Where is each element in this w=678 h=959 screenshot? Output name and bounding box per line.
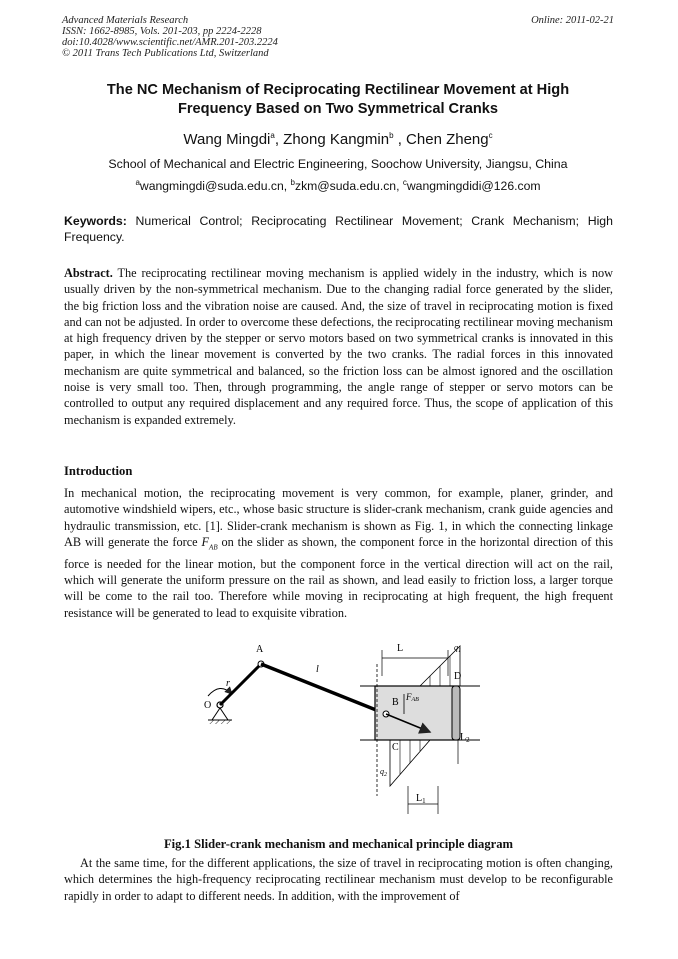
abstract-label: Abstract. <box>64 266 113 280</box>
email-sup: c <box>402 177 407 187</box>
author-sup: b <box>389 131 394 140</box>
journal-name: Advanced Materials Research <box>62 15 189 26</box>
label-l1 <box>416 793 426 805</box>
continuation-paragraph: At the same time, for the different applications, the size of travel in reciprocating motion is often changing, which determines the high-frequency reciprocating rectilinear mechanism must develop to be reconfigurable rapidly in order to adapt to different needs. In addition, with the improvement of <box>64 856 613 903</box>
author-sup: c <box>488 131 493 140</box>
author-name: Chen Zheng <box>406 131 489 148</box>
label-q1 <box>454 643 461 654</box>
pivot-o <box>208 702 232 724</box>
email-link[interactable]: wangmingdi@suda.edu.cn, <box>139 179 288 193</box>
label-a: A <box>256 644 264 655</box>
doi-line: doi:10.4028/www.scientific.net/AMR.201-203.2224 <box>62 37 278 48</box>
slider-crank-figure <box>190 636 500 828</box>
email-link[interactable]: wangmingdidi@126.com <box>406 179 541 193</box>
paper-title <box>62 81 614 119</box>
force-letter: F <box>201 534 210 549</box>
abstract <box>64 265 613 428</box>
author-sup: a <box>270 131 275 140</box>
label-q2-sub: 2 <box>384 772 387 778</box>
email-sup: b <box>290 177 295 187</box>
label-r: r <box>226 678 230 689</box>
affiliation: School of Mechanical and Electric Engineering, Soochow University, Jiangsu, China <box>108 157 568 171</box>
email-link[interactable]: zkm@suda.edu.cn, <box>294 179 400 193</box>
label-o: O <box>204 700 212 711</box>
keywords-text: Numerical Control; Reciprocating Rectilinear Movement; Crank Mechanism; High Frequency. <box>64 214 613 244</box>
label-l: l <box>316 664 319 675</box>
label-fab-sub: AB <box>411 697 419 703</box>
intro-text-part1: In mechanical motion, the reciprocating movement is very common, for example, planer, grinder, and automotive windshield wipers, etc., whose basic structure is slider-crank mechanism, crank guide agencies and hydraulic transmission, etc. [1]. Slider-crank mechanism is shown as Fig. 1, in which the connecting linkage AB will generate the force <box>64 486 613 549</box>
abstract-text: The reciprocating rectilinear moving mechanism is applied widely in the industry, which is now usually driven by the non-symmetrical mechanism. Due to the changing radial force generated by the slider, the big friction loss and the vibration noise are caused. And, the size of travel in reciprocating motion is fixed and can not be adjusted. In order to overcome these defections, the reciprocating rectilinear moving mechanism at high frequency driven by the stepper or servo motors based on two symmetrical cranks is innovated in this paper, in which the linear movement is converted by the two cranks. The radial forces in this innovated mechanism are quite symmetrical and balanced, so the friction loss can be almost ignored and the oscillation noise is very small too. Then, through programming, the angle range of stepper or servo motors can be controlled to output any required displacement and any required force. Thus, the scope of application of this mechanism is expanded extremely. <box>64 266 613 427</box>
label-l2-sub: 2 <box>466 736 470 744</box>
label-b: B <box>392 697 399 708</box>
slider-end <box>452 686 460 740</box>
label-d: D <box>454 671 462 682</box>
intro-text-part2: on the slider as shown, the component force in the horizontal direction of this force is needed for the linear motion, but the component force in the vertical direction will act on the rail, which will generate the uniform pressure on the rail as shown, and lead easily to friction loss, a larger torque will be come to the rail too. Therefore while moving in reciprocating at high frequent, the high frequent resistance will be generated to lead to exquisite vibration. <box>64 534 614 620</box>
author-list: Wang Mingdi$^a$, Zhong Kangmin$^b$ , Chen Zheng$^c$ <box>183 131 493 148</box>
figure-caption: Fig.1 Slider-crank mechanism and mechanical principle diagram <box>163 837 513 851</box>
label-q2 <box>380 767 387 778</box>
issn-line: ISSN: 1662-8985, Vols. 201-203, pp 2224-2228 <box>62 26 262 37</box>
keywords-label: Keywords: <box>64 214 127 228</box>
label-l1-sub: 1 <box>422 797 426 805</box>
label-fab-letter: F <box>406 692 412 702</box>
label-c: C <box>392 742 399 753</box>
email-sup: a <box>135 177 140 187</box>
author-name: Zhong Kangmin <box>283 131 390 148</box>
title-line-1: The NC Mechanism of Reciprocating Rectilinear Movement at High <box>106 82 570 98</box>
author-name: Wang Mingdi <box>183 131 271 148</box>
introduction-paragraph <box>64 485 613 621</box>
online-date: Online: 2011-02-21 <box>531 15 614 26</box>
copyright-line: © 2011 Trans Tech Publications Ltd, Switzerland <box>62 48 269 59</box>
force-subscript: AB <box>209 543 218 552</box>
label-dim-l: L <box>397 643 404 654</box>
label-q1-sub: 1 <box>458 648 461 654</box>
label-l2 <box>460 732 470 744</box>
keywords <box>64 213 613 245</box>
label-l1-letter: L <box>416 793 423 804</box>
force-symbol <box>201 534 218 552</box>
email-list <box>62 179 614 193</box>
section-heading-introduction: Introduction <box>64 464 133 478</box>
label-q2-letter: q <box>380 767 384 776</box>
connecting-rod-ab <box>261 664 386 714</box>
title-line-2: Frequency Based on Two Symmetrical Cranks <box>177 101 499 117</box>
journal-header <box>62 15 278 59</box>
label-q1-letter: q <box>454 643 458 652</box>
label-l2-letter: L <box>460 732 467 743</box>
ground-hatch <box>208 720 232 724</box>
